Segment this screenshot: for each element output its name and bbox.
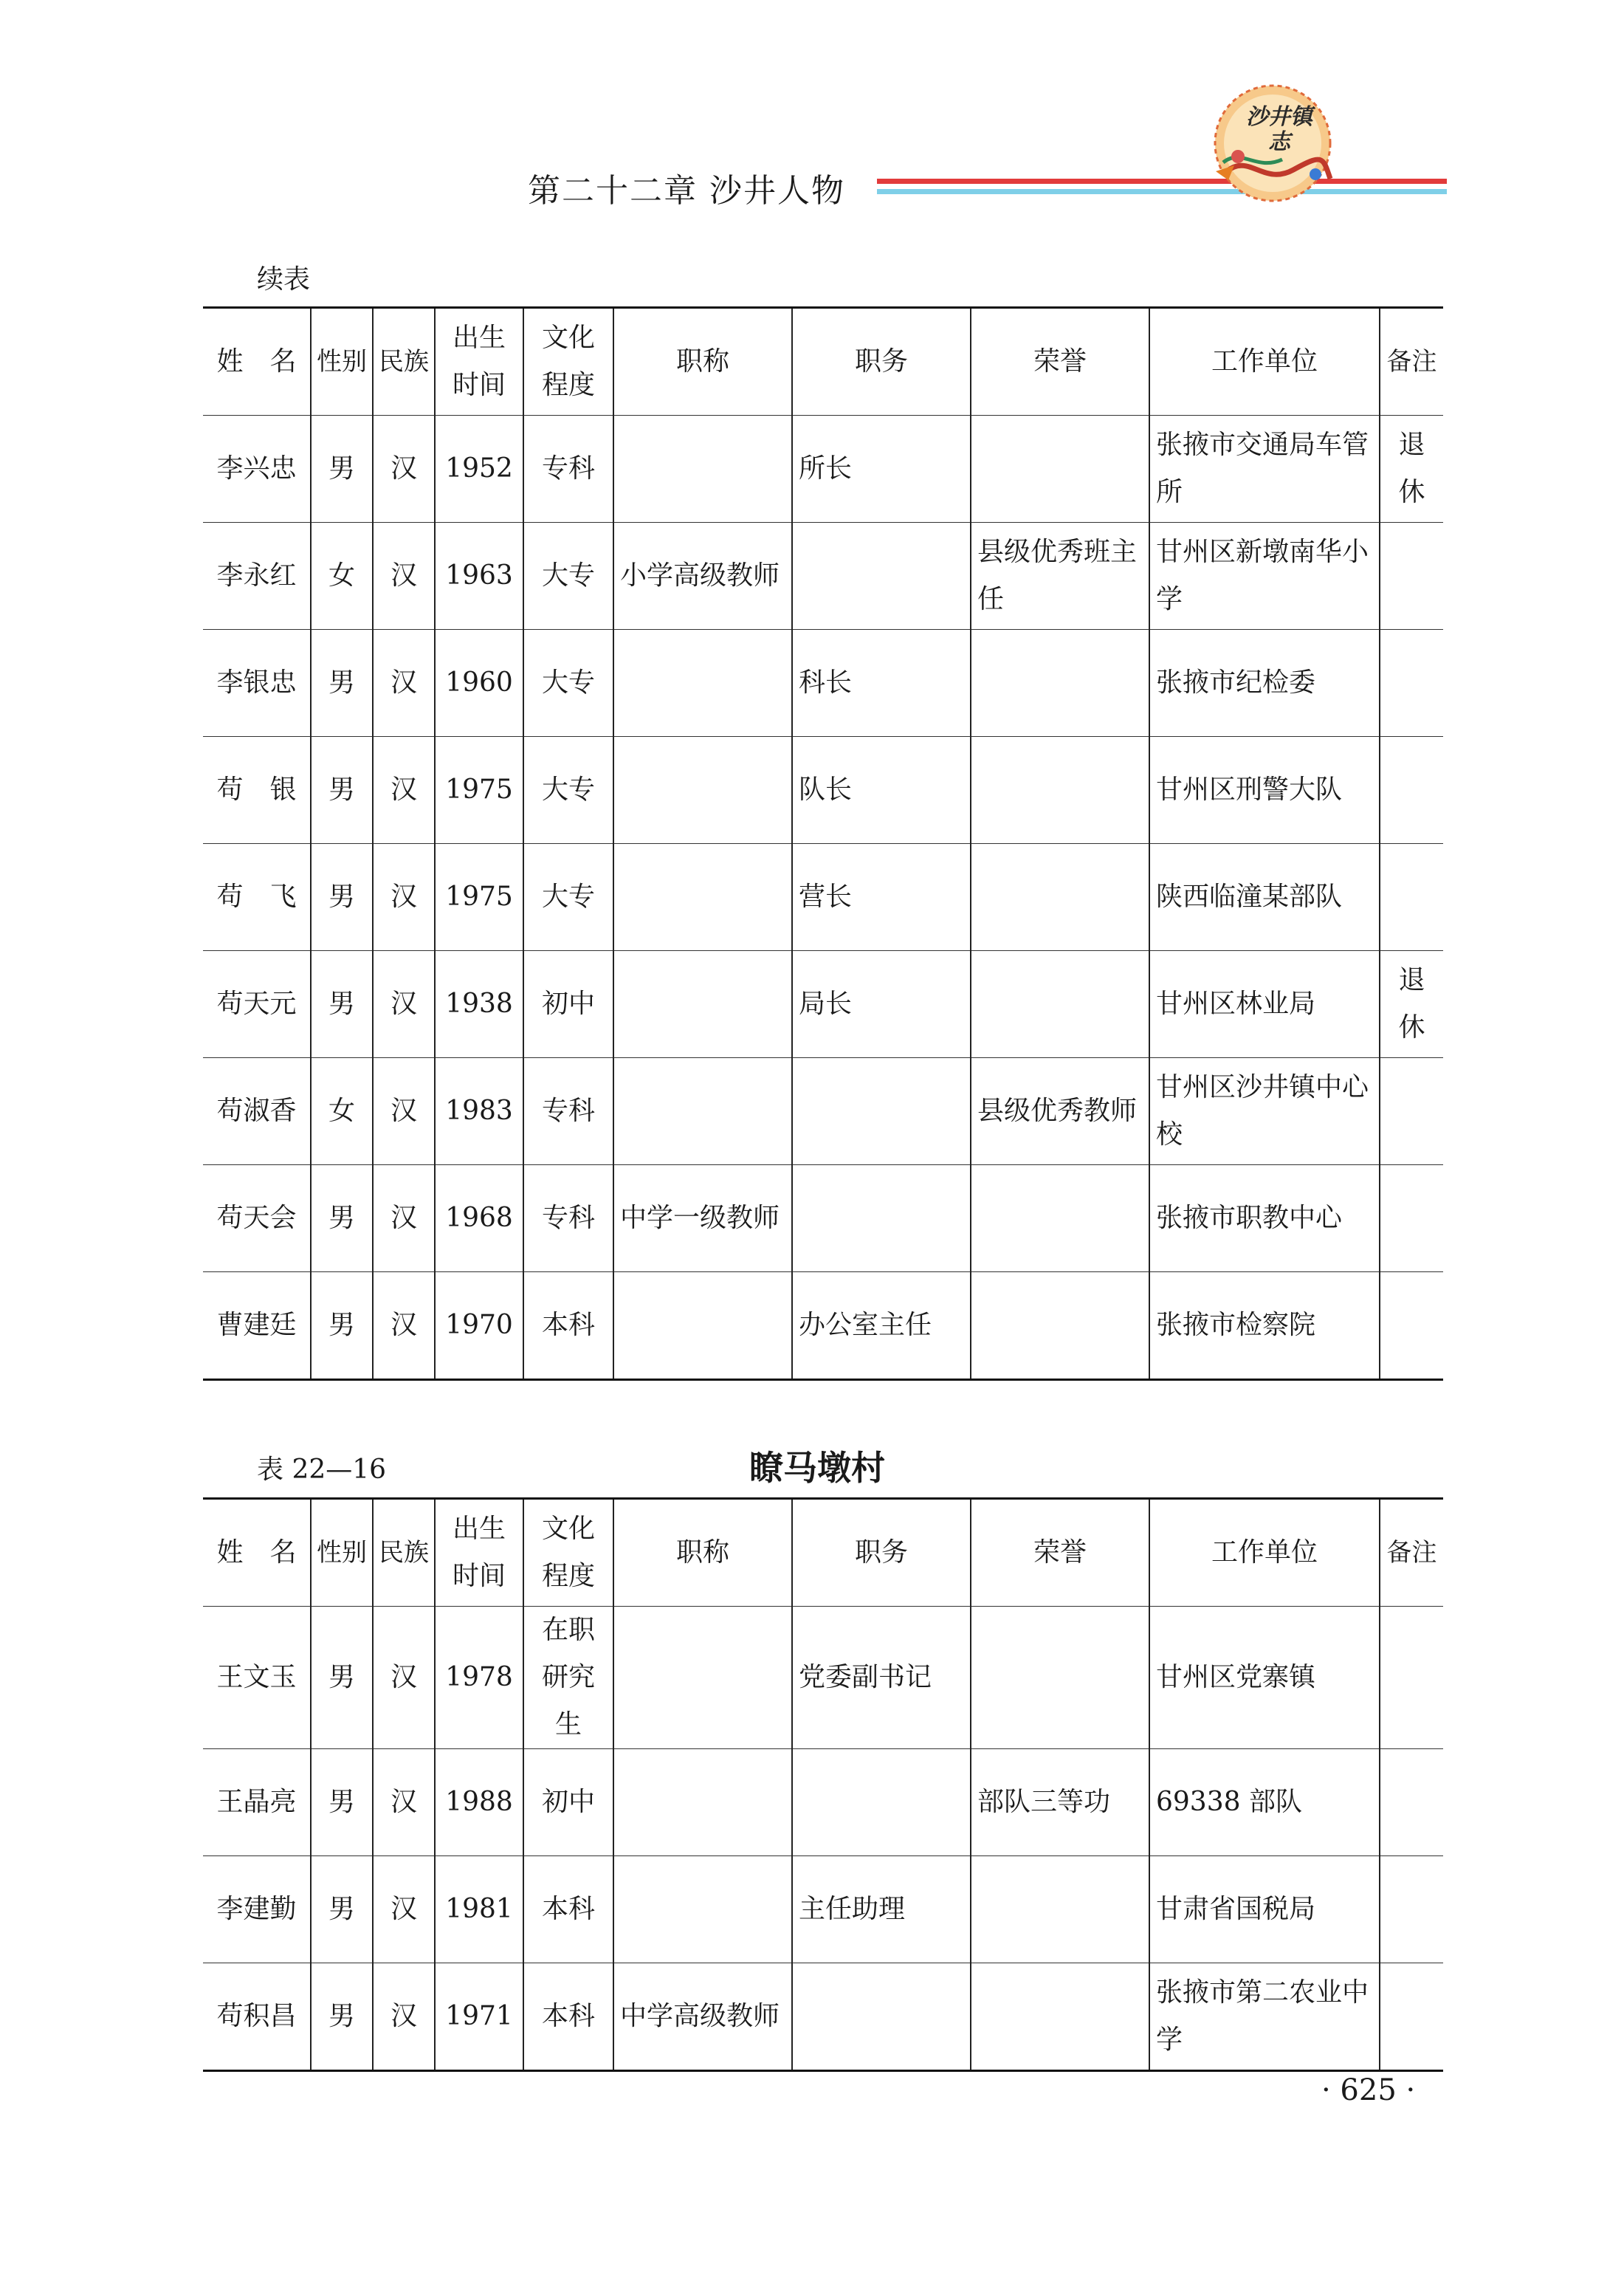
- column-header-ethnicity: 民族: [373, 308, 435, 416]
- column-header-honor: 荣誉: [971, 1499, 1149, 1607]
- cell-workplace: 张掖市职教中心: [1149, 1165, 1380, 1272]
- cell-birth-year: 1970: [435, 1272, 523, 1380]
- cell-title: [613, 951, 792, 1058]
- cell-name: 曹建廷: [203, 1272, 311, 1380]
- cell-honor: [971, 416, 1149, 523]
- cell-remarks: 退休: [1380, 416, 1443, 523]
- cell-remarks: [1380, 1058, 1443, 1165]
- table-row: [203, 1165, 1443, 1272]
- cell-name: 苟天元: [203, 951, 311, 1058]
- cell-education: 大专: [523, 844, 613, 951]
- cell-honor: [971, 1856, 1149, 1963]
- table2-caption: 表 22—16: [257, 1455, 387, 1485]
- page-number: · 625 ·: [1321, 2073, 1416, 2107]
- column-header-position: 职务: [792, 308, 971, 416]
- cell-honor: [971, 737, 1149, 844]
- cell-position: 局长: [792, 951, 971, 1058]
- cell-remarks: [1380, 1749, 1443, 1856]
- cell-honor: 县级优秀班主任: [971, 523, 1149, 630]
- cell-workplace: 张掖市交通局车管所: [1149, 416, 1380, 523]
- cell-remarks: [1380, 844, 1443, 951]
- cell-gender: 女: [311, 523, 373, 630]
- table1-caption: 续表: [257, 264, 311, 295]
- cell-honor: [971, 951, 1149, 1058]
- cell-name: 王文玉: [203, 1607, 311, 1749]
- cell-gender: 男: [311, 630, 373, 737]
- cell-name: 苟积昌: [203, 1963, 311, 2071]
- table-header-row: [203, 1499, 1443, 1607]
- cell-birth-year: 1978: [435, 1607, 523, 1749]
- cell-gender: 女: [311, 1058, 373, 1165]
- cell-workplace: 甘州区党寨镇: [1149, 1607, 1380, 1749]
- cell-birth-year: 1971: [435, 1963, 523, 2071]
- column-header-birth-year: 出生时间: [435, 308, 523, 416]
- cell-ethnicity: 汉: [373, 1272, 435, 1380]
- table-row: [203, 416, 1443, 523]
- cell-honor: [971, 1607, 1149, 1749]
- column-header-name: 姓 名: [203, 308, 311, 416]
- cell-education: 专科: [523, 416, 613, 523]
- table-row: [203, 523, 1443, 630]
- cell-remarks: [1380, 1607, 1443, 1749]
- cell-workplace: 甘肃省国税局: [1149, 1856, 1380, 1963]
- table-row: [203, 1272, 1443, 1380]
- column-header-title: 职称: [613, 1499, 792, 1607]
- cell-education: 大专: [523, 737, 613, 844]
- column-header-gender: 性别: [311, 1499, 373, 1607]
- personnel-table-liaomadun: [203, 1497, 1443, 2072]
- cell-workplace: 甘州区刑警大队: [1149, 737, 1380, 844]
- cell-title: [613, 1272, 792, 1380]
- column-header-workplace: 工作单位: [1149, 308, 1380, 416]
- table-row: [203, 737, 1443, 844]
- chapter-title: 第二十二章 沙井人物: [528, 172, 845, 210]
- cell-education: 初中: [523, 1749, 613, 1856]
- cell-remarks: 退休: [1380, 951, 1443, 1058]
- cell-title: [613, 737, 792, 844]
- column-header-position: 职务: [792, 1499, 971, 1607]
- cell-title: [613, 1058, 792, 1165]
- town-gazetteer-logo: [1205, 83, 1338, 205]
- cell-name: 苟 飞: [203, 844, 311, 951]
- cell-birth-year: 1963: [435, 523, 523, 630]
- cell-ethnicity: 汉: [373, 416, 435, 523]
- cell-ethnicity: 汉: [373, 1963, 435, 2071]
- cell-honor: [971, 1272, 1149, 1380]
- cell-remarks: [1380, 1963, 1443, 2071]
- cell-position: 党委副书记: [792, 1607, 971, 1749]
- page-header: [0, 0, 1624, 222]
- cell-title: [613, 1856, 792, 1963]
- cell-name: 李兴忠: [203, 416, 311, 523]
- cell-gender: 男: [311, 951, 373, 1058]
- cell-honor: 部队三等功: [971, 1749, 1149, 1856]
- cell-ethnicity: 汉: [373, 1165, 435, 1272]
- cell-position: 队长: [792, 737, 971, 844]
- cell-ethnicity: 汉: [373, 523, 435, 630]
- cell-ethnicity: 汉: [373, 1749, 435, 1856]
- table-row: [203, 951, 1443, 1058]
- cell-name: 苟 银: [203, 737, 311, 844]
- cell-gender: 男: [311, 844, 373, 951]
- column-header-remarks: 备注: [1380, 1499, 1443, 1607]
- column-header-name: 姓 名: [203, 1499, 311, 1607]
- cell-title: 小学高级教师: [613, 523, 792, 630]
- cell-education: 本科: [523, 1856, 613, 1963]
- cell-position: [792, 523, 971, 630]
- cell-gender: 男: [311, 1272, 373, 1380]
- cell-position: 营长: [792, 844, 971, 951]
- table-row: [203, 630, 1443, 737]
- table-row: [203, 1607, 1443, 1749]
- cell-education: 本科: [523, 1963, 613, 2071]
- cell-honor: [971, 844, 1149, 951]
- cell-birth-year: 1983: [435, 1058, 523, 1165]
- cell-position: [792, 1058, 971, 1165]
- cell-workplace: 甘州区沙井镇中心校: [1149, 1058, 1380, 1165]
- cell-education: 本科: [523, 1272, 613, 1380]
- cell-title: 中学一级教师: [613, 1165, 792, 1272]
- cell-gender: 男: [311, 1856, 373, 1963]
- cell-education: 大专: [523, 523, 613, 630]
- cell-birth-year: 1968: [435, 1165, 523, 1272]
- cell-title: [613, 844, 792, 951]
- column-header-workplace: 工作单位: [1149, 1499, 1380, 1607]
- cell-remarks: [1380, 1272, 1443, 1380]
- cell-name: 李银忠: [203, 630, 311, 737]
- cell-gender: 男: [311, 1963, 373, 2071]
- cell-birth-year: 1960: [435, 630, 523, 737]
- cell-gender: 男: [311, 1749, 373, 1856]
- cell-name: 苟淑香: [203, 1058, 311, 1165]
- header-rule-red: [877, 179, 1447, 184]
- cell-title: [613, 416, 792, 523]
- column-header-gender: 性别: [311, 308, 373, 416]
- cell-position: 所长: [792, 416, 971, 523]
- cell-ethnicity: 汉: [373, 844, 435, 951]
- cell-title: [613, 630, 792, 737]
- cell-education: 专科: [523, 1165, 613, 1272]
- table2-title: 瞭马墩村: [749, 1448, 885, 1488]
- cell-remarks: [1380, 523, 1443, 630]
- cell-remarks: [1380, 1856, 1443, 1963]
- column-header-honor: 荣誉: [971, 308, 1149, 416]
- cell-gender: 男: [311, 1607, 373, 1749]
- cell-birth-year: 1975: [435, 737, 523, 844]
- table-row: [203, 1058, 1443, 1165]
- cell-workplace: 甘州区新墩南华小学: [1149, 523, 1380, 630]
- cell-workplace: 张掖市检察院: [1149, 1272, 1380, 1380]
- cell-position: [792, 1165, 971, 1272]
- column-header-education: 文化程度: [523, 1499, 613, 1607]
- personnel-table-continued: [203, 306, 1443, 1381]
- cell-honor: [971, 1165, 1149, 1272]
- cell-remarks: [1380, 1165, 1443, 1272]
- cell-name: 李永红: [203, 523, 311, 630]
- table-row: [203, 1856, 1443, 1963]
- cell-position: [792, 1963, 971, 2071]
- cell-position: 主任助理: [792, 1856, 971, 1963]
- header-rule-blue: [877, 189, 1447, 194]
- cell-education: 在职研究生: [523, 1607, 613, 1749]
- logo-text: 沙井镇志: [1246, 104, 1312, 155]
- cell-name: 王晶亮: [203, 1749, 311, 1856]
- cell-position: 办公室主任: [792, 1272, 971, 1380]
- column-header-title: 职称: [613, 308, 792, 416]
- table-row: [203, 844, 1443, 951]
- cell-name: 李建勤: [203, 1856, 311, 1963]
- cell-ethnicity: 汉: [373, 1607, 435, 1749]
- cell-workplace: 张掖市纪检委: [1149, 630, 1380, 737]
- cell-birth-year: 1952: [435, 416, 523, 523]
- cell-ethnicity: 汉: [373, 951, 435, 1058]
- cell-workplace: 69338 部队: [1149, 1749, 1380, 1856]
- cell-name: 苟天会: [203, 1165, 311, 1272]
- cell-remarks: [1380, 630, 1443, 737]
- cell-birth-year: 1981: [435, 1856, 523, 1963]
- cell-workplace: 张掖市第二农业中学: [1149, 1963, 1380, 2071]
- cell-birth-year: 1938: [435, 951, 523, 1058]
- cell-title: [613, 1749, 792, 1856]
- cell-ethnicity: 汉: [373, 1058, 435, 1165]
- cell-honor: 县级优秀教师: [971, 1058, 1149, 1165]
- cell-ethnicity: 汉: [373, 1856, 435, 1963]
- column-header-ethnicity: 民族: [373, 1499, 435, 1607]
- column-header-birth-year: 出生时间: [435, 1499, 523, 1607]
- cell-workplace: 陕西临潼某部队: [1149, 844, 1380, 951]
- table-row: [203, 1749, 1443, 1856]
- cell-birth-year: 1975: [435, 844, 523, 951]
- cell-honor: [971, 630, 1149, 737]
- cell-education: 大专: [523, 630, 613, 737]
- cell-ethnicity: 汉: [373, 737, 435, 844]
- table-row: [203, 1963, 1443, 2071]
- cell-birth-year: 1988: [435, 1749, 523, 1856]
- cell-ethnicity: 汉: [373, 630, 435, 737]
- cell-gender: 男: [311, 737, 373, 844]
- cell-education: 专科: [523, 1058, 613, 1165]
- cell-title: [613, 1607, 792, 1749]
- cell-gender: 男: [311, 416, 373, 523]
- table-header-row: [203, 308, 1443, 416]
- cell-education: 初中: [523, 951, 613, 1058]
- column-header-education: 文化程度: [523, 308, 613, 416]
- cell-title: 中学高级教师: [613, 1963, 792, 2071]
- cell-gender: 男: [311, 1165, 373, 1272]
- cell-honor: [971, 1963, 1149, 2071]
- cell-remarks: [1380, 737, 1443, 844]
- cell-position: [792, 1749, 971, 1856]
- column-header-remarks: 备注: [1380, 308, 1443, 416]
- cell-position: 科长: [792, 630, 971, 737]
- cell-workplace: 甘州区林业局: [1149, 951, 1380, 1058]
